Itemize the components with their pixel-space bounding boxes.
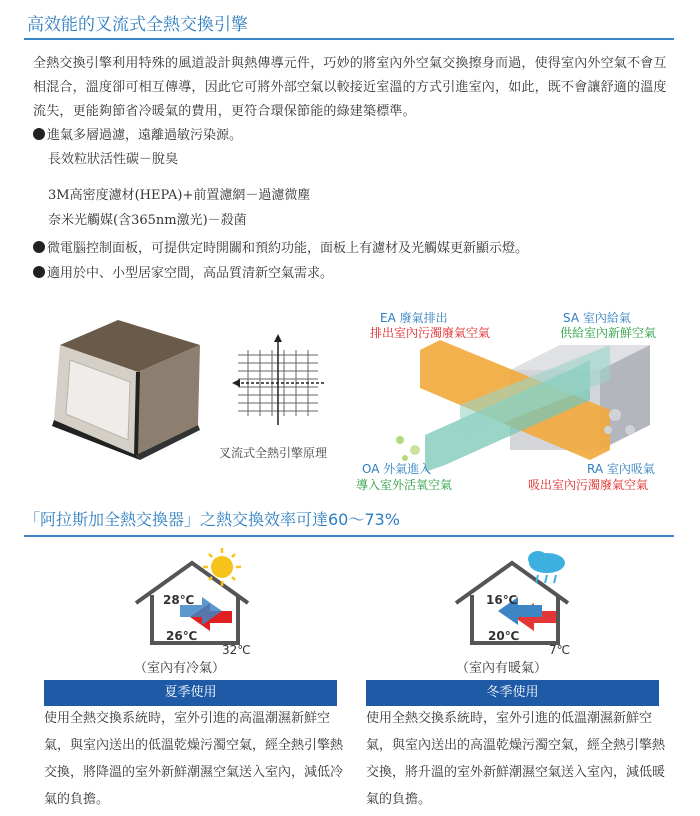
oa-desc: 導入室外活氧空氣 [356,478,453,492]
sa-code: SA 室內給氣 [563,311,631,325]
section-title-engine: 高效能的叉流式全熱交換引擎 [27,15,248,35]
winter-house-icon [450,545,590,655]
bullet-usage: 適用於中、小型居家空間，高品質清新空氣需求。 [33,262,333,286]
bullet-filtration: 進氣多層過濾，遠離過敏污染源。 [33,124,242,148]
title-divider [24,535,674,537]
summer-bar: 夏季使用 [44,680,337,706]
oa-code: OA 外氣進入 [362,462,432,476]
bullet-dot-icon [33,266,45,278]
intro-paragraph: 全熱交換引擎利用特殊的風道設計與熱傳導元件，巧妙的將室內外空氣交換擦身而過，使得室內外空氣不會互相混合，溫度卻可相互傳導，因此它可將外部空氣以較接近室溫的方式引進室內，如此，既不會讓舒適的溫度流失，更能夠節省冷暖氣的費用，更符合環保節能的綠建築標準。 [33,56,667,119]
bullet-control-panel: 微電腦控制面板，可提供定時開關和預約功能，面板上有濾材及光觸媒更新顯示燈。 [33,237,528,261]
filter-hepa: 3M高密度濾材(HEPA)+前置濾網－過濾微塵 [48,188,311,203]
left-arrow-icon [232,379,240,387]
ea-code: EA 廢氣排出 [380,311,448,325]
sa-desc: 供給室內新鮮空氣 [560,326,657,340]
summer-temp-outdoor: 32℃ [222,643,251,657]
ra-code: RA 室內吸氣 [587,462,655,476]
summer-description: 使用全熱交換系統時，室外引進的高溫潮濕新鮮空氣，與室內送出的低溫乾燥污濁空氣，經全熱引擎熱交換，將降溫的室外新鮮潮濕空氣送入室內，減低冷氣的負擔。 [44,711,344,807]
title-divider [24,38,674,40]
summer-label: （室內有冷氣） [134,661,226,676]
summer-house-icon [130,545,270,655]
winter-bar: 冬季使用 [366,680,659,706]
bullet-dot-icon [33,128,45,140]
sun-icon [211,556,233,578]
up-arrow-icon [274,334,282,342]
filter-photocatalyst: 奈米光觸媒(含365nm激光)－殺菌 [48,213,247,228]
summer-temp-indoor: 28℃ [163,593,195,607]
winter-temp-supply: 20℃ [488,629,520,643]
heat-exchanger-cube [40,300,220,460]
bullet-dot-icon [33,241,45,253]
crossflow-grid-diagram [228,330,328,430]
section-title-efficiency: 「阿拉斯加全熱交換器」之熱交換效率可達60～73% [24,510,400,529]
filter-carbon: 長效粒狀活性碳－脫臭 [48,152,179,167]
ra-desc: 吸出室內污濁廢氣空氣 [528,478,649,492]
ea-desc: 排出室內污濁廢氣空氣 [370,326,491,340]
winter-temp-outdoor: 7℃ [549,643,571,657]
winter-description: 使用全熱交換系統時，室外引進的低溫潮濕新鮮空氣，與室內送出的高溫乾燥污濁空氣，經全熱引擎熱交換，將升溫的室外新鮮潮濕空氣送入室內，減低暖氣的負擔。 [366,711,666,807]
summer-temp-supply: 26℃ [166,629,198,643]
grid-caption: 叉流式全熱引擎原理 [219,446,328,460]
winter-label: （室內有暖氣） [456,661,548,676]
winter-temp-indoor: 16℃ [486,593,518,607]
